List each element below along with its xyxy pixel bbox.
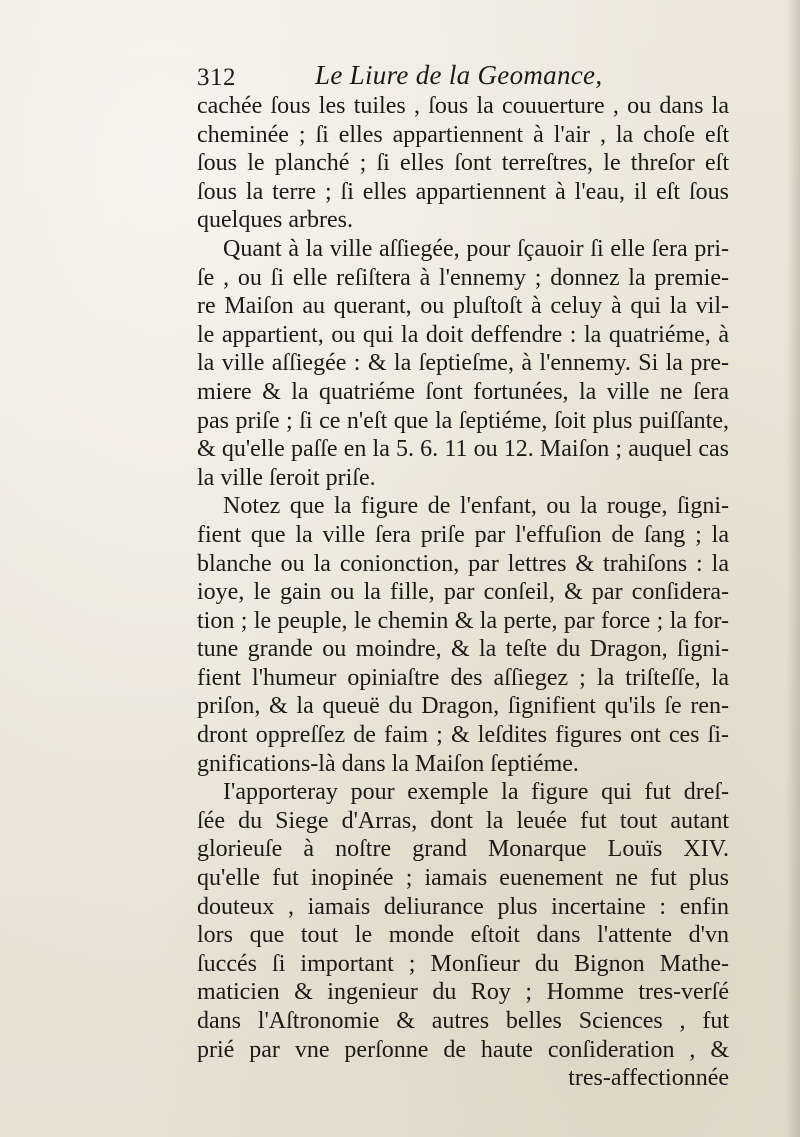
text-line: cheminée ; ſi elles appartiennent à l'air , la choſe eſt [197, 121, 729, 148]
text-line: maticien & ingenieur du Roy ; Homme tres-verſé [197, 979, 729, 1006]
text-line: prié par vne perſonne de haute conſideration , & [197, 1036, 729, 1063]
text-line: ſée du Siege d'Arras, dont la leuée fut tout autant [197, 807, 729, 834]
text-line: dans l'Aſtronomie & autres belles Sciences , fut [197, 1008, 729, 1034]
text-line: re Maiſon au querant, ou pluſtoſt à celuy à qui la vil- [197, 293, 729, 320]
text-line: qu'elle fut inopinée ; iamais euenement ne fut plus [197, 865, 729, 892]
text-line: le appartient, ou qui la doit deffendre : la quatriéme, à [197, 321, 729, 348]
text-line: Notez que la figure de l'enfant, ou la rouge, ſigni- [223, 493, 729, 520]
text-line: cachée ſous les tuiles , ſous la couuerture , ou dans la [197, 93, 729, 119]
paragraph-4 [197, 778, 729, 1064]
text-line: tune grande ou moindre, & la teſte du Dragon, ſigni- [197, 636, 729, 663]
paragraph-3 [197, 492, 729, 778]
paragraph-1 [197, 92, 729, 235]
text-line: dront oppreſſez de faim ; & leſdites figures ont ces ſi- [197, 722, 729, 749]
text-line: I'apporteray pour exemple la figure qui fut dreſ- [223, 779, 729, 806]
page-number: 312 [197, 64, 236, 91]
text-line: quelques arbres. [197, 207, 353, 234]
text-line: ioye, le gain ou la fille, par conſeil, & par conſidera- [197, 579, 729, 606]
text-line: lors que tout le monde eſtoit dans l'attente d'vn [197, 922, 729, 949]
catchword: tres-affectionnée [568, 1065, 729, 1092]
text-line: gnifications-là dans la Maiſon ſeptiéme. [197, 750, 579, 777]
text-line: glorieuſe à noſtre grand Monarque Louïs XIV. [197, 836, 729, 863]
text-line: pas priſe ; ſi ce n'eſt que la ſeptiéme, ſoit plus puiſſante, [197, 407, 729, 434]
text-line: ſous le planché ; ſi elles ſont terreſtres, le threſor eſt [197, 150, 729, 177]
text-line: priſon, & la queuë du Dragon, ſignifient qu'ils ſe ren- [197, 693, 729, 720]
text-line: Quant à la ville aſſiegée, pour ſçauoir ſi elle ſera pri- [223, 235, 729, 262]
page-edge-shadow [786, 0, 800, 1137]
body-text [197, 92, 729, 1093]
running-head [197, 60, 727, 94]
text-line: miere & la quatriéme ſont fortunées, la ville ne ſera [197, 378, 729, 405]
text-line: ſuccés ſi important ; Monſieur du Bignon Mathe- [197, 950, 729, 977]
text-line: & qu'elle paſſe en la 5. 6. 11 ou 12. Maiſon ; auquel cas [197, 436, 729, 463]
running-title: Le Liure de la Geomance, [315, 60, 603, 90]
text-line: ſous la terre ; ſi elles appartiennent à l'eau, il eſt ſous [197, 178, 729, 205]
text-line: tion ; le peuple, le chemin & la perte, par force ; la for- [197, 607, 729, 634]
text-line: ſe , ou ſi elle reſiſtera à l'ennemy ; donnez la premie- [197, 264, 729, 291]
text-line: douteux , iamais deliurance plus incertaine : enfin [197, 893, 729, 920]
paragraph-2 [197, 235, 729, 492]
text-line: fient l'humeur opiniaſtre des aſſiegez ; la triſteſſe, la [197, 664, 729, 691]
text-line: la ville aſſiegée : & la ſeptieſme, à l'ennemy. Si la pre- [197, 350, 729, 377]
text-line: fient que la ville ſera priſe par l'effuſion de ſang ; la [197, 521, 729, 548]
text-line: la ville ſeroit priſe. [197, 464, 376, 491]
text-line: blanche ou la conionction, par lettres & trahiſons : la [197, 550, 729, 577]
